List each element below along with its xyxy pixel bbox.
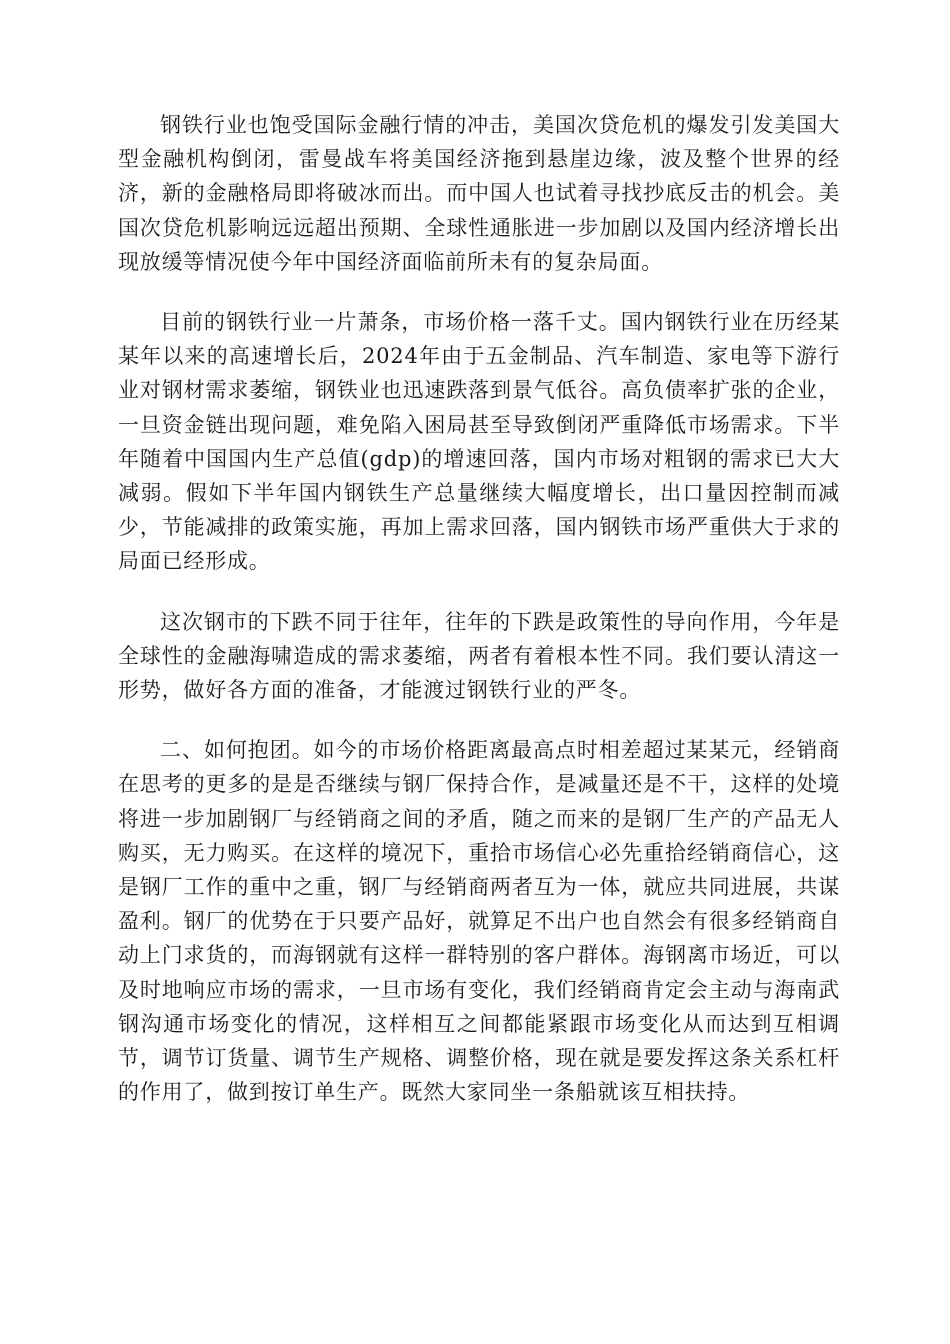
paragraph-industry-downturn: 目前的钢铁行业一片萧条，市场价格一落千丈。国内钢铁行业在历经某某年以来的高速增长后，2024年由于五金制品、汽车制造、家电等下游行业对钢材需求萎缩，钢铁业也迅速跌落到景气低谷。高负债率扩张的企业，一旦资金链出现问题，难免陷入困局甚至导致倒闭严重降低市场需求。下半年随着中国国内生产总值(gdp)的增速回落，国内市场对粗钢的需求已大大减弱。假如下半年国内钢铁生产总量继续大幅度增长，出口量因控制而减少，节能减排的政策实施，再加上需求回落，国内钢铁市场严重供大于求的局面已经形成。 <box>118 310 840 574</box>
paragraph-cooperation: 二、如何抱团。如今的市场价格距离最高点时相差超过某某元，经销商在思考的更多的是是否继续与钢厂保持合作，是减量还是不干，这样的处境将进一步加剧钢厂与经销商之间的矛盾，随之而来的是钢厂生产的产品无人购买，无力购买。在这样的境况下，重拾市场信心必先重拾经销商信心，这是钢厂工作的重中之重，钢厂与经销商两者互为一体，就应共同进展，共谋盈利。钢厂的优势在于只要产品好，就算足不出户也自然会有很多经销商自动上门求货的，而海钢就有这样一群特别的客户群体。海钢离市场近，可以及时地响应市场的需求，一旦市场有变化，我们经销商肯定会主动与海南武钢沟通市场变化的情况，这样相互之间都能紧跟市场变化从而达到互相调节，调节订货量、调节生产规格、调整价格，现在就是要发挥这条关系杠杆的作用了，做到按订单生产。既然大家同坐一条船就该互相扶持。 <box>118 738 840 1105</box>
paragraph-market-difference: 这次钢市的下跌不同于往年，往年的下跌是政策性的导向作用，今年是全球性的金融海啸造成的需求萎缩，两者有着根本性不同。我们要认清这一形势，做好各方面的准备，才能渡过钢铁行业的严冬。 <box>118 609 840 703</box>
paragraph-financial-impact: 钢铁行业也饱受国际金融行情的冲击，美国次贷危机的爆发引发美国大型金融机构倒闭，雷曼战车将美国经济拖到悬崖边缘，波及整个世界的经济，新的金融格局即将破冰而出。而中国人也试着寻找抄底反击的机会。美国次贷危机影响远远超出预期、全球性通胀进一步加剧以及国内经济增长出现放缓等情况使今年中国经济面临前所未有的复杂局面。 <box>118 113 840 274</box>
